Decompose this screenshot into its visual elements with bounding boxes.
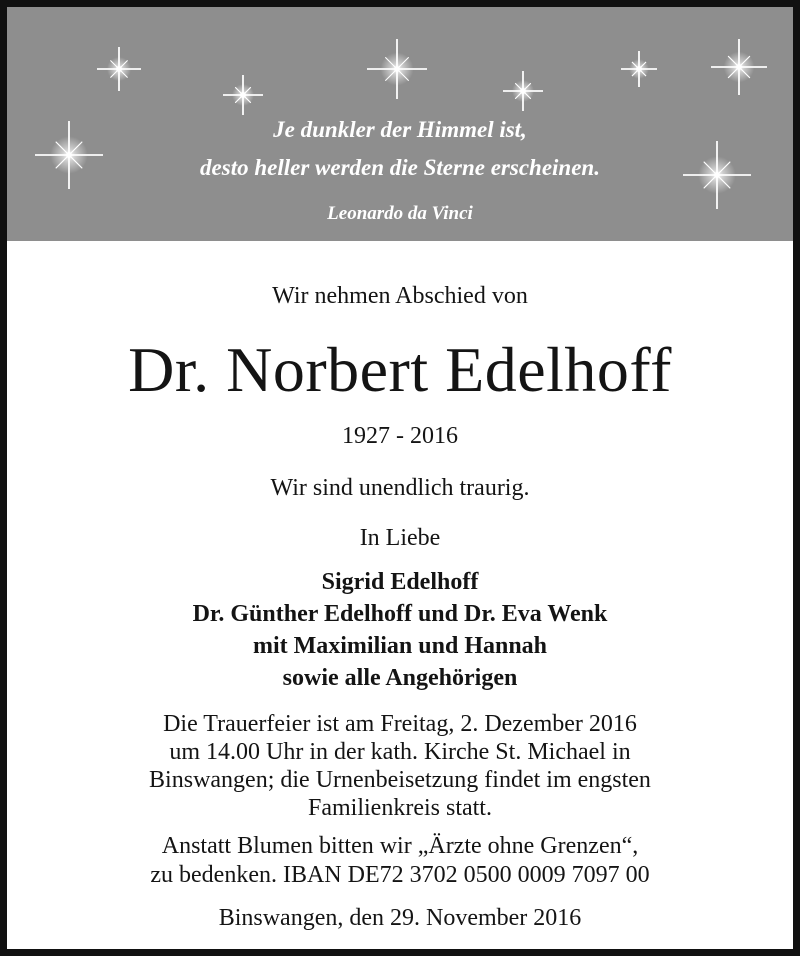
quote-author: Leonardo da Vinci — [327, 203, 473, 224]
farewell-intro: Wir nehmen Abschied von — [272, 283, 528, 309]
star-icon — [223, 75, 263, 115]
star-icon — [367, 39, 427, 99]
signatory-line: sowie alle Angehörigen — [282, 665, 518, 691]
donation-line: Anstatt Blumen bitten wir „Ärzte ohne Grenzen“, — [161, 833, 639, 859]
quote-line-2: desto heller werden die Sterne erscheinen. — [200, 155, 600, 180]
deceased-name: Dr. Norbert Edelhoff — [128, 334, 672, 405]
star-icon — [711, 39, 767, 95]
star-icon — [621, 51, 657, 87]
star-icon — [97, 47, 141, 91]
closing-line: In Liebe — [359, 525, 441, 551]
starry-sky-banner — [7, 7, 793, 241]
place-date: Binswangen, den 29. November 2016 — [218, 905, 582, 931]
signatory-line: Dr. Günther Edelhoff und Dr. Eva Wenk — [192, 601, 608, 627]
funeral-info-line: Die Trauerfeier ist am Freitag, 2. Dezember 2016 — [163, 711, 637, 737]
funeral-info-line: um 14.00 Uhr in der kath. Kirche St. Michael in — [169, 739, 631, 765]
funeral-info-line: Familienkreis statt. — [308, 795, 492, 821]
star-icon — [503, 71, 543, 111]
life-years: 1927 - 2016 — [342, 423, 458, 449]
quote-line-1: Je dunkler der Himmel ist, — [273, 117, 527, 142]
signatory-line: Sigrid Edelhoff — [321, 569, 479, 595]
donation-line: zu bedenken. IBAN DE72 3702 0500 0009 7097 00 — [150, 862, 650, 888]
signatory-line: mit Maximilian und Hannah — [252, 633, 548, 659]
sentiment-line: Wir sind unendlich traurig. — [270, 475, 530, 501]
funeral-info-line: Binswangen; die Urnenbeisetzung findet im engsten — [149, 767, 651, 793]
